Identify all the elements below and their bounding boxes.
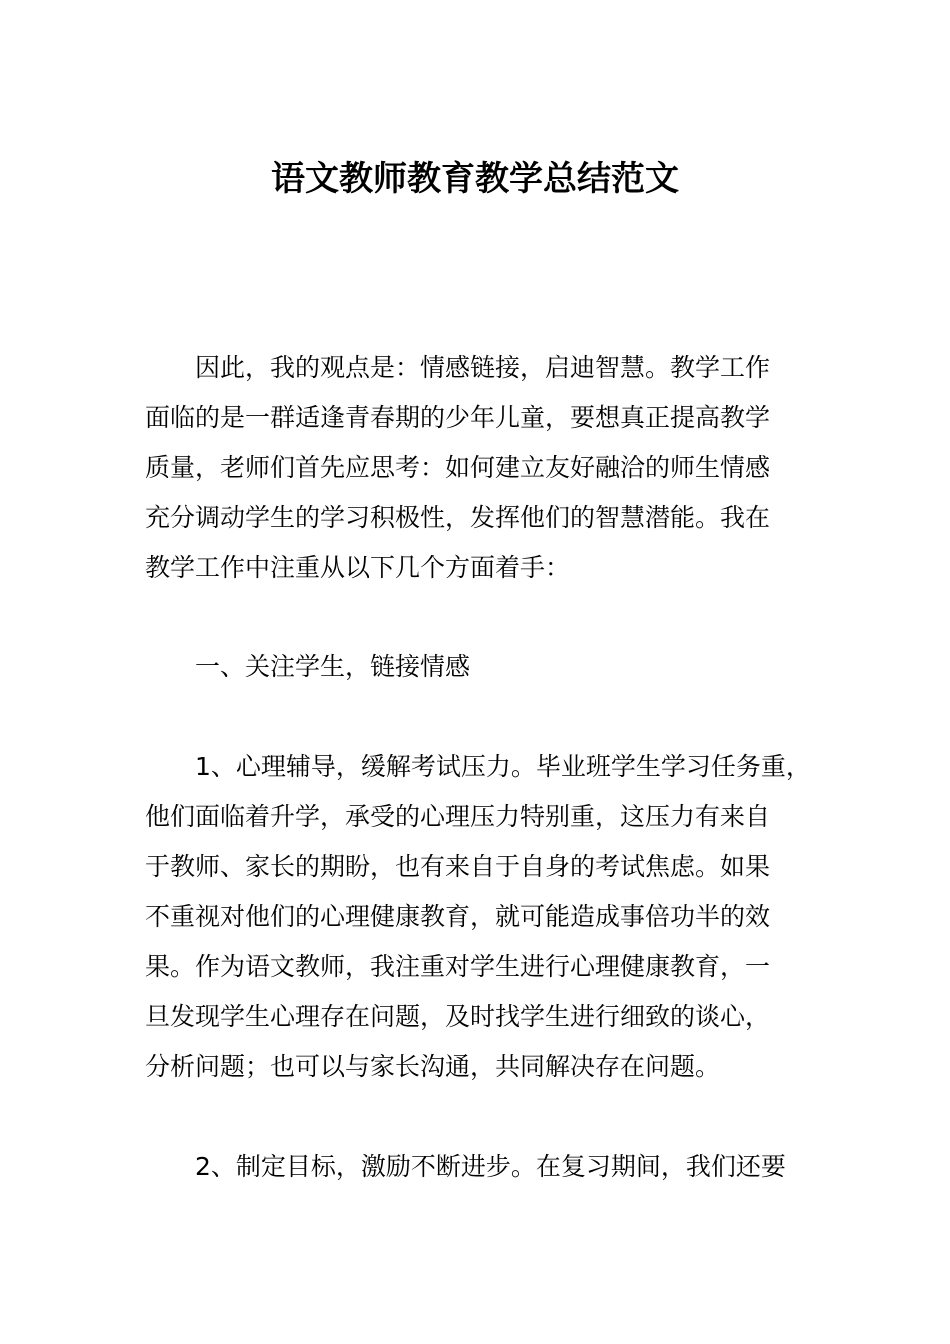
paragraph-line: 质量，老师们首先应思考：如何建立友好融洽的师生情感 — [145, 453, 771, 482]
paragraph-line: 不重视对他们的心理健康教育，就可能造成事倍功半的效 — [145, 902, 771, 931]
paragraph-line: 教学工作中注重从以下几个方面着手： — [145, 553, 571, 582]
section-heading — [145, 642, 805, 692]
paragraph-line: 果。作为语文教师，我注重对学生进行心理健康教育，一 — [145, 952, 771, 981]
section-heading-text: 一、关注学生，链接情感 — [195, 652, 471, 681]
paragraph-line: 他们面临着升学，承受的心理压力特别重，这压力有来自 — [145, 802, 771, 831]
paragraph-line: 于教师、家长的期盼，也有来自于自身的考试焦虑。如果 — [145, 852, 771, 881]
paragraph-line: 2、制定目标，激励不断进步。在复习期间，我们还要 — [195, 1152, 786, 1181]
paragraph-line: 1、心理辅导，缓解考试压力。毕业班学生学习任务重， — [195, 752, 811, 781]
paragraph-line: 旦发现学生心理存在问题，及时找学生进行细致的谈心， — [145, 1002, 771, 1031]
paragraph-line: 分析问题；也可以与家长沟通，共同解决存在问题。 — [145, 1052, 721, 1081]
paragraph-line: 充分调动学生的学习积极性，发挥他们的智慧潜能。我在 — [145, 503, 771, 532]
paragraph-psychological-counseling — [145, 742, 811, 1092]
paragraph-goal-setting — [145, 1142, 805, 1192]
document-title: 语文教师教育教学总结范文 — [271, 159, 679, 199]
paragraph-line: 面临的是一群适逢青春期的少年儿童，要想真正提高教学 — [145, 403, 771, 432]
paragraph-line: 因此，我的观点是：情感链接，启迪智慧。教学工作 — [195, 353, 771, 382]
paragraph-viewpoint — [145, 343, 805, 593]
